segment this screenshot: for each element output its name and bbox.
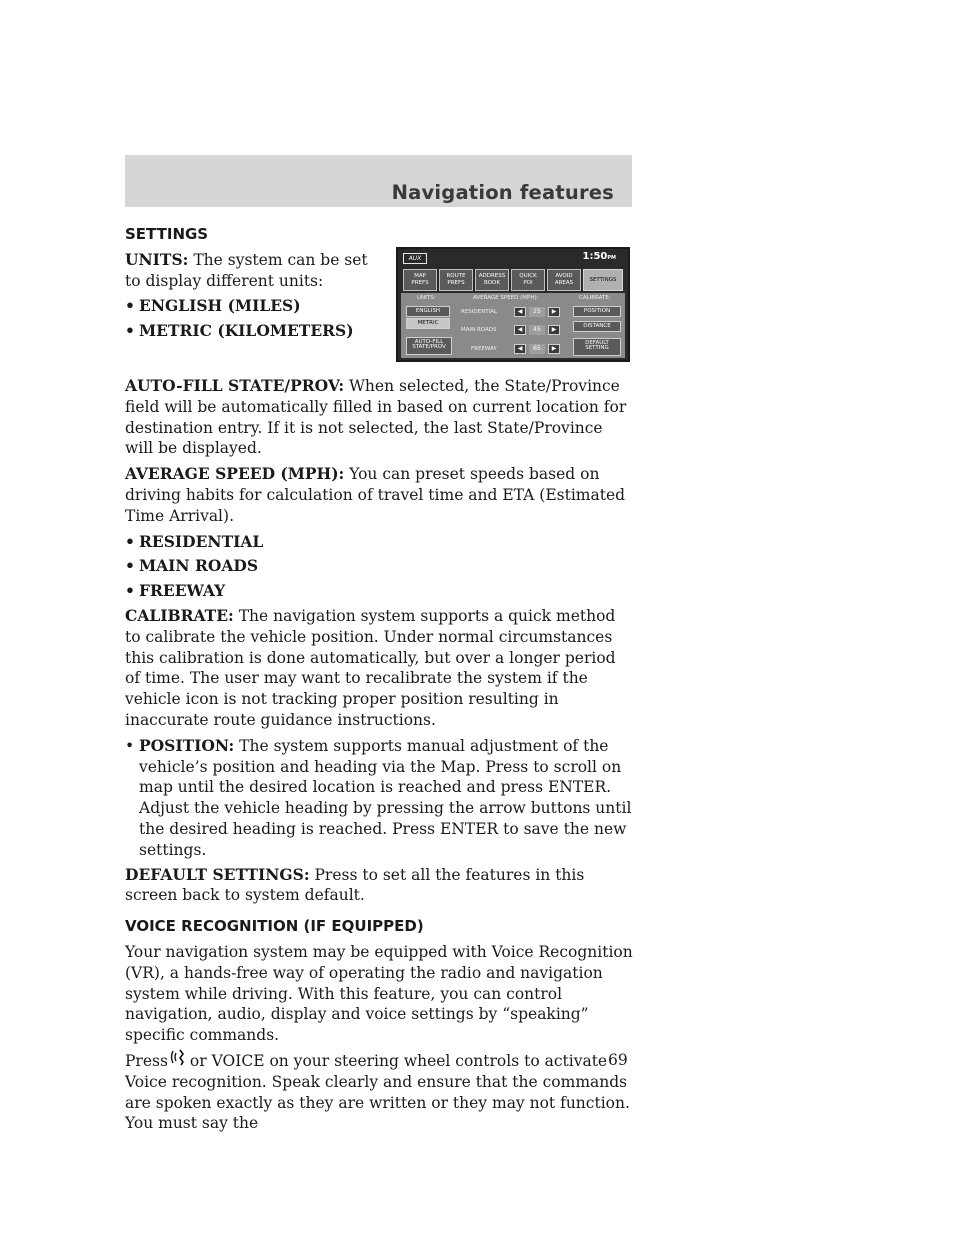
tab-quick-poi: QUICK POI <box>511 269 545 291</box>
calibrate-paragraph: CALIBRATE: The navigation system supports a quick method to calibrate the vehicle position. Under normal circumstances this calibration is done automatically, but over a longer period of time. The user may want to recalibrate the system if the vehicle icon is not tracking proper position resulting in inaccurate route guidance instructions. <box>125 605 616 729</box>
default-settings-paragraph: DEFAULT SETTINGS: Press to set all the features in this screen back to system default. <box>125 864 585 905</box>
tab-route-prefs: ROUTE PREFS <box>439 269 473 291</box>
tab-map-prefs: MAP PREFS <box>403 269 437 291</box>
distance-button: DISTANCE <box>573 321 621 332</box>
right-arrow-icon: ▶ <box>548 307 560 317</box>
list-item: • ENGLISH (MILES) <box>125 296 301 316</box>
aux-indicator: AUX <box>403 253 427 264</box>
list-item: • METRIC (KILOMETERS) <box>125 321 354 341</box>
metric-button: METRIC <box>406 318 450 329</box>
list-item: • RESIDENTIAL <box>125 531 264 551</box>
english-button: ENGLISH <box>406 306 450 317</box>
residential-speed: 25 <box>529 307 545 317</box>
units-label: UNITS: <box>125 249 189 269</box>
main-roads-speed: 45 <box>529 325 545 335</box>
calibrate-title: CALIBRATE: <box>579 295 611 301</box>
right-arrow-icon: ▶ <box>548 344 560 354</box>
clock: 1:50PM <box>582 251 616 262</box>
left-arrow-icon: ◀ <box>514 344 526 354</box>
residential-label: RESIDENTIAL <box>461 309 498 315</box>
voice-paragraph: Your navigation system may be equipped with Voice Recognition (VR), a hands-free way of operating the radio and navigation system while driving. With this feature, you can control navigation, audio, display and voice settings by “speaking” specific commands. <box>125 942 633 1045</box>
default-setting-button: DEFAULT SETTING <box>573 338 621 356</box>
autofill-button: AUTO-FILL STATE/PROV <box>406 337 452 355</box>
freeway-label: FREEWAY <box>471 346 497 352</box>
voice-press-paragraph: Press or VOICE on your steering wheel controls to activate Voice recognition. Speak clearly and ensure that the commands are spoken exactly as they are written or they may not function. You must say the <box>125 1051 635 1134</box>
main-roads-label: MAIN ROADS <box>461 327 497 333</box>
position-button: POSITION <box>573 306 621 317</box>
right-arrow-icon: ▶ <box>548 325 560 335</box>
settings-heading: SETTINGS <box>125 225 209 243</box>
list-item: • FREEWAY <box>125 581 226 601</box>
tab-address-book: ADDRESS BOOK <box>475 269 509 291</box>
left-arrow-icon: ◀ <box>514 325 526 335</box>
left-arrow-icon: ◀ <box>514 307 526 317</box>
tab-settings: SETTINGS <box>583 269 623 291</box>
voice-heading: VOICE RECOGNITION (IF EQUIPPED) <box>125 917 424 936</box>
header-band <box>125 155 632 207</box>
avg-speed-paragraph: AVERAGE SPEED (MPH): You can preset speeds based on driving habits for calculation of travel time and ETA (Estimated Time Arrival). <box>125 464 626 525</box>
voice-icon <box>170 1048 186 1072</box>
page-content <box>125 224 635 1139</box>
units-paragraph: UNITS: The system can be set to display different units: <box>125 249 368 290</box>
avg-speed-title: AVERAGE SPEED (MPH): <box>473 295 539 301</box>
freeway-speed: 65 <box>529 344 545 354</box>
page-header-title: Navigation features <box>391 181 614 204</box>
page-number: 69 <box>608 1051 628 1069</box>
tab-avoid-areas: AVOID AREAS <box>547 269 581 291</box>
autofill-paragraph: AUTO-FILL STATE/PROV: When selected, the State/Province field will be automatically filled in based on current location for destination entry. If it is not selected, the last State/Province will be displayed. <box>125 375 627 458</box>
list-item: • POSITION: The system supports manual adjustment of the vehicle’s position and heading via the Map. Press to scroll on map until the desired location is reached and press ENTER. Adjust the vehicle heading by pressing the arrow buttons until the desired heading is reached. Press ENTER to save the new settings. <box>125 735 632 859</box>
list-item: • MAIN ROADS <box>125 556 259 576</box>
units-title: UNITS: <box>417 295 436 301</box>
